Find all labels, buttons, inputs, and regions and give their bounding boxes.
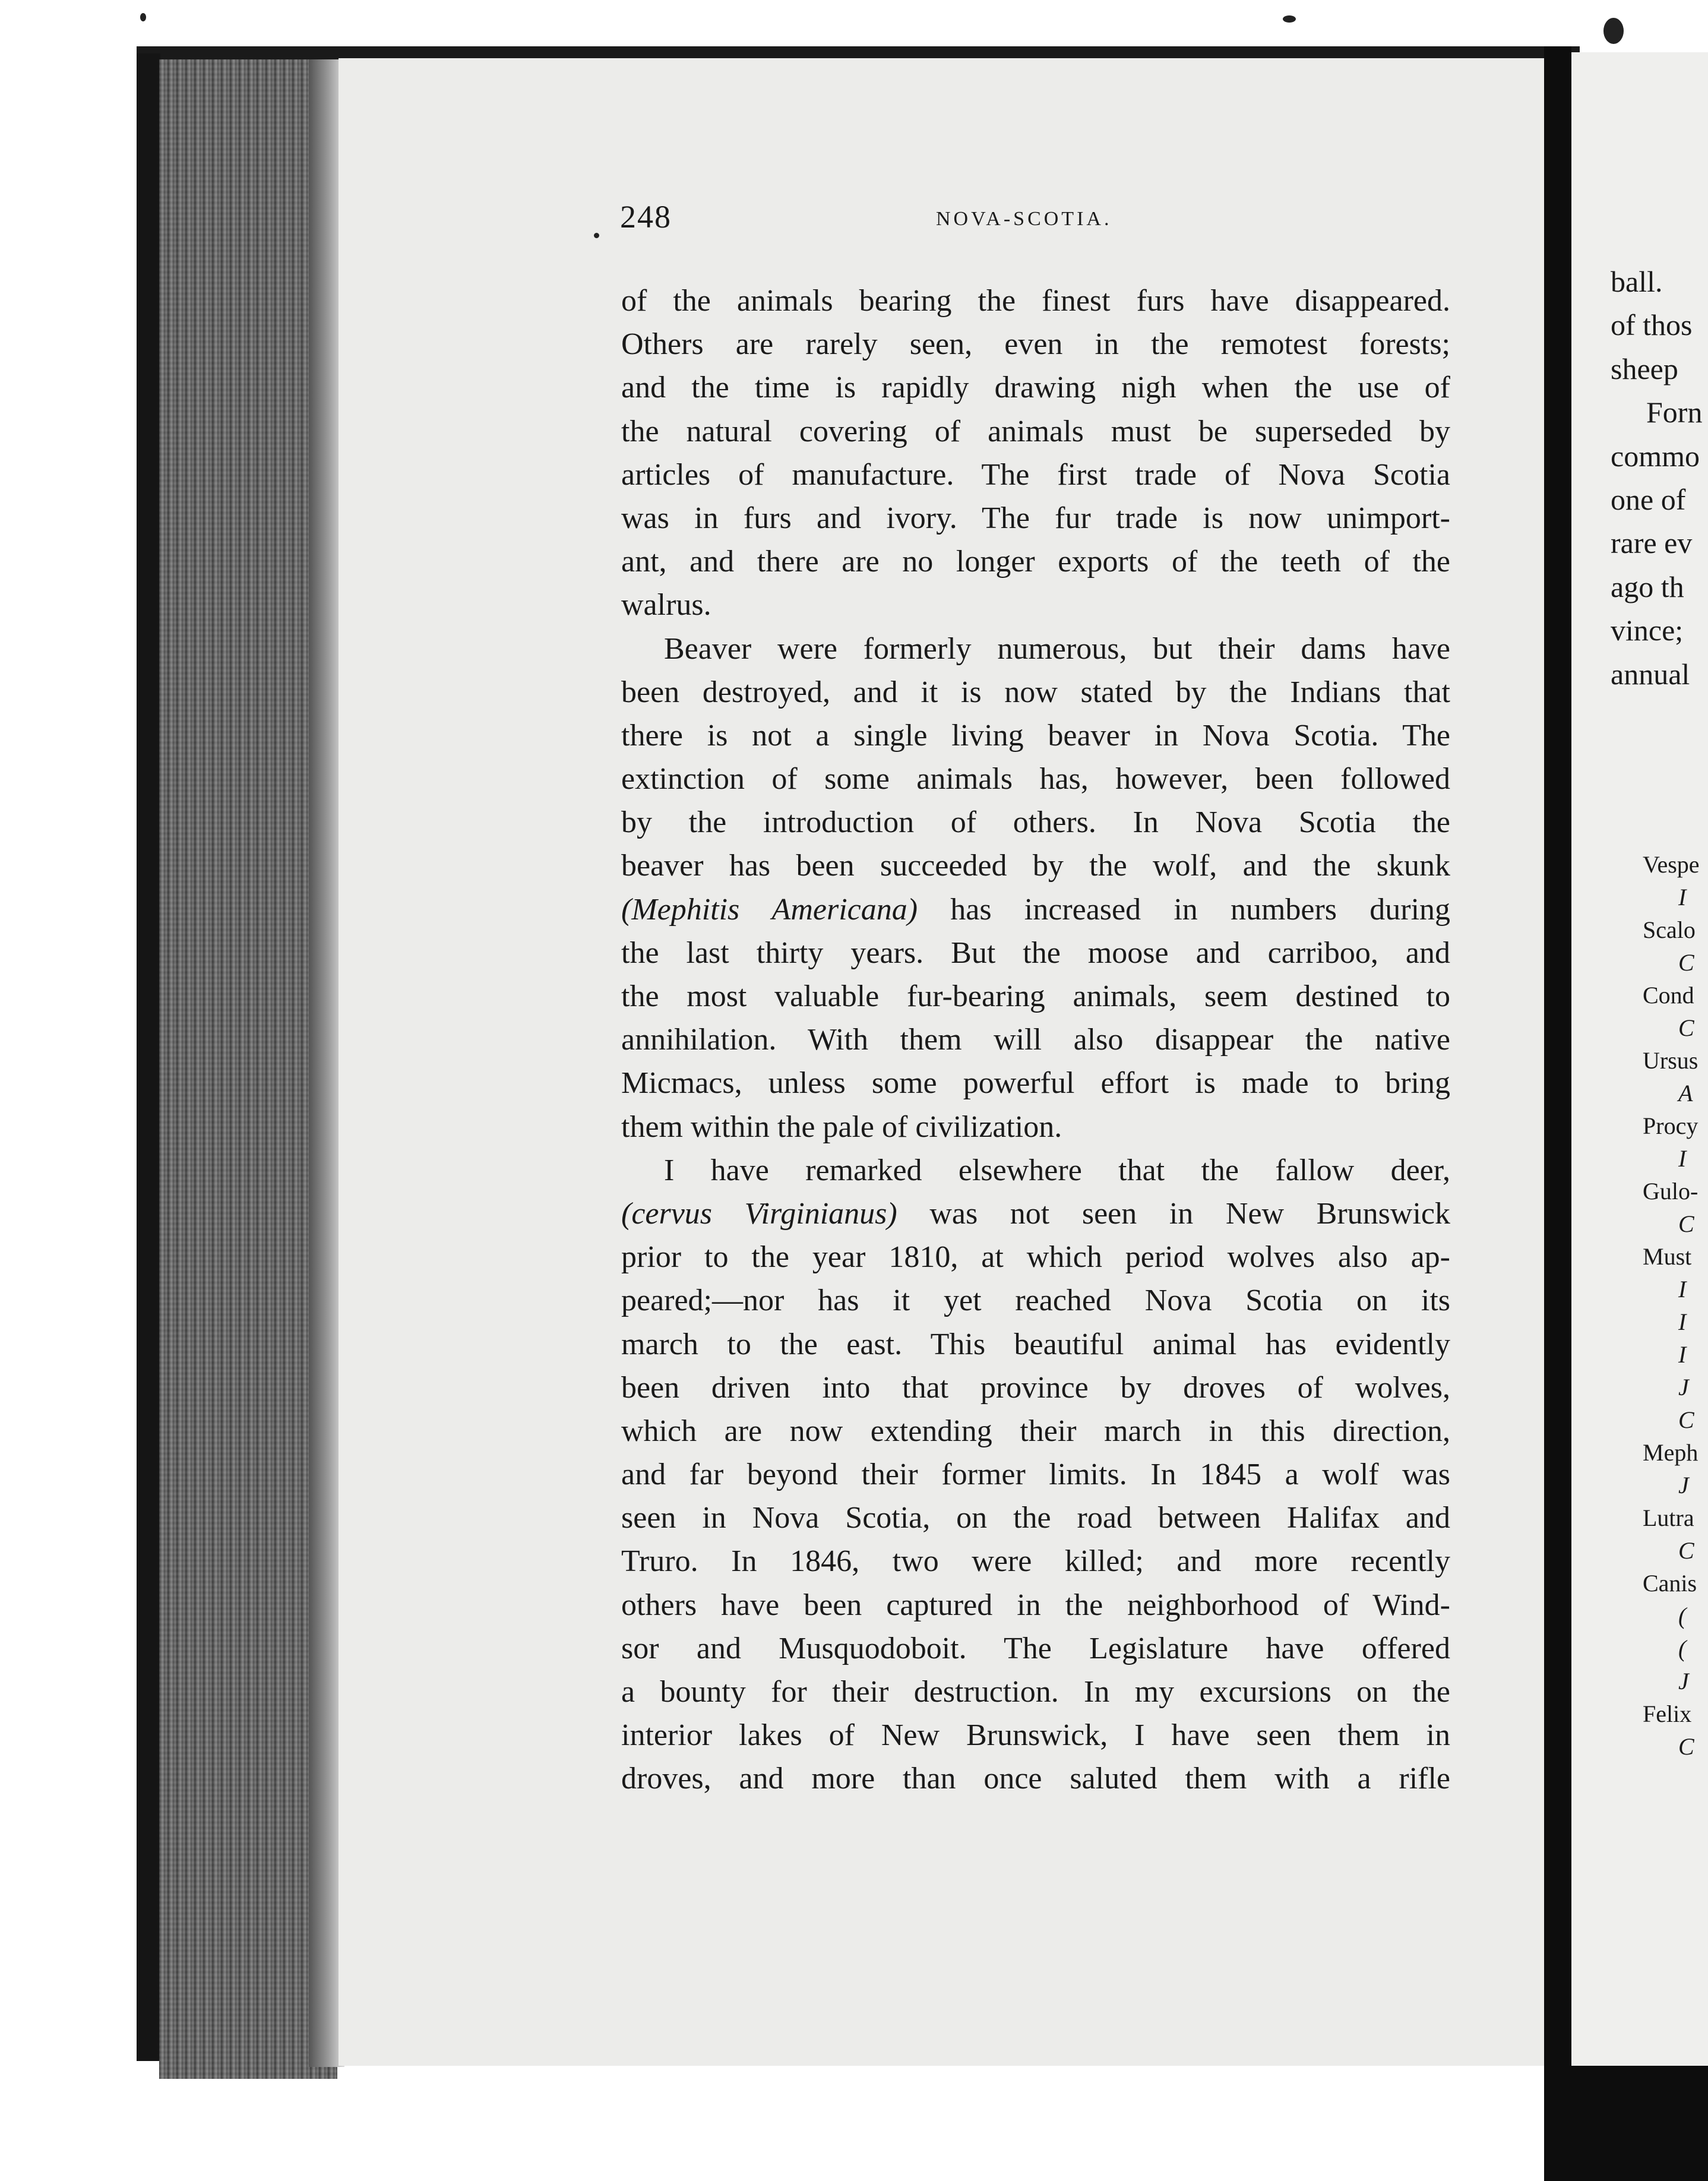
species-name: C [1678, 1733, 1694, 1760]
species-genus: Canis [1643, 1570, 1697, 1597]
facing-line: Forn [1646, 396, 1703, 429]
text-line: extinction of some animals has, however, been followed [621, 762, 1450, 796]
dust-speck [140, 13, 146, 21]
species-genus: Felix [1643, 1700, 1692, 1727]
species-name: I [1678, 1145, 1687, 1172]
text-line: and the time is rapidly drawing nigh when the use of [621, 371, 1450, 405]
italic-species-name: (Mephitis Americana) [621, 892, 918, 927]
text-line: which are now extending their march in this direction, [621, 1414, 1450, 1448]
facing-line: commo [1611, 439, 1700, 473]
text-line-rest: was not seen in New Brunswick [929, 1196, 1450, 1231]
species-name: J [1678, 1668, 1689, 1695]
species-name: I [1678, 884, 1687, 911]
text-line: by the introduction of others. In Nova Scotia the [621, 805, 1450, 840]
facing-line: ball. [1611, 265, 1663, 298]
text-line: march to the east. This beautiful animal has evidently [621, 1327, 1450, 1361]
text-line: Truro. In 1846, two were killed; and more recently [621, 1544, 1450, 1579]
text-line: a bounty for their destruction. In my excursions on the [621, 1675, 1450, 1709]
text-line: and far beyond their former limits. In 1845 a wolf was [621, 1458, 1450, 1492]
species-name: C [1678, 1210, 1694, 1237]
facing-page-text [1611, 260, 1708, 696]
body-text [621, 279, 1450, 1801]
species-name: C [1678, 1537, 1694, 1564]
species-genus: Ursus [1643, 1047, 1698, 1074]
book-cover-left-edge [137, 53, 160, 2061]
species-genus: Meph [1643, 1439, 1698, 1466]
facing-species-list [1643, 848, 1708, 1763]
text-line: the natural covering of animals must be superseded by [621, 414, 1450, 448]
text-line: Beaver were formerly numerous, but their dams have [664, 631, 1450, 666]
text-line: seen in Nova Scotia, on the road between Halifax and [621, 1501, 1450, 1535]
species-name: I [1678, 1276, 1687, 1303]
scan-corner-dark [1544, 2066, 1708, 2181]
species-name: J [1678, 1472, 1689, 1499]
text-line: there is not a single living beaver in Nova Scotia. The [621, 718, 1450, 753]
dust-speck [1603, 18, 1624, 44]
text-line: Micmacs, unless some powerful effort is made to bring [621, 1066, 1450, 1101]
text-line: walrus. [621, 588, 711, 622]
text-line: the most valuable fur-bearing animals, seem destined to [621, 979, 1450, 1013]
facing-line: of thos [1611, 308, 1693, 342]
text-line-with-italic [621, 888, 1450, 931]
text-line: droves, and more than once saluted them with a rifle [621, 1762, 1450, 1796]
text-line: articles of manufacture. The first trade of Nova Scotia [621, 457, 1450, 492]
species-name: A [1678, 1080, 1693, 1107]
text-line: was in furs and ivory. The fur trade is now unimport- [621, 501, 1450, 535]
species-name: ( [1678, 1635, 1687, 1662]
text-line: annihilation. With them will also disappear the native [621, 1023, 1450, 1057]
species-genus: Scalo [1643, 916, 1696, 943]
species-genus: Lutra [1643, 1504, 1694, 1531]
text-line: sor and Musquodoboit. The Legislature have offered [621, 1631, 1450, 1665]
facing-line: one of [1611, 482, 1686, 516]
book-spine-gap [1544, 46, 1571, 2181]
text-line: been driven into that province by droves of wolves, [621, 1370, 1450, 1405]
facing-line: vince; [1611, 614, 1684, 647]
species-genus: Cond [1643, 982, 1694, 1009]
text-line: beaver has been succeeded by the wolf, and the skunk [621, 849, 1450, 883]
text-line: the last thirty years. But the moose and carriboo, and [621, 935, 1450, 970]
text-line: of the animals bearing the finest furs have disappeared. [621, 284, 1450, 318]
page-number: 248 [620, 199, 672, 235]
text-line: I have remarked elsewhere that the fallow deer, [664, 1153, 1450, 1187]
species-name: C [1678, 949, 1694, 976]
text-line: been destroyed, and it is now stated by the Indians that [621, 675, 1450, 709]
text-line-with-italic [621, 1192, 1450, 1235]
running-title: NOVA-SCOTIA. [936, 208, 1112, 230]
text-line: Others are rarely seen, even in the remotest forests; [621, 327, 1450, 362]
facing-line: rare ev [1611, 526, 1693, 560]
species-name: J [1678, 1374, 1689, 1401]
species-genus: Gulo- [1643, 1178, 1698, 1205]
dust-speck [1283, 15, 1296, 23]
text-line: prior to the year 1810, at which period wolves also ap- [621, 1240, 1450, 1275]
facing-line: sheep [1611, 352, 1678, 385]
facing-line: annual [1611, 657, 1690, 691]
species-genus: Vespe [1643, 851, 1700, 878]
species-name: I [1678, 1308, 1687, 1335]
dust-speck [594, 233, 599, 238]
facing-line: ago th [1611, 570, 1684, 603]
species-genus: Must [1643, 1243, 1692, 1270]
species-name: C [1678, 1014, 1694, 1041]
species-name: ( [1678, 1602, 1687, 1629]
text-line: interior lakes of New Brunswick, I have seen them in [621, 1718, 1450, 1753]
text-line: ant, and there are no longer exports of the teeth of the [621, 545, 1450, 579]
species-name: I [1678, 1341, 1687, 1368]
text-line: peared;—nor has it yet reached Nova Scotia on its [621, 1284, 1450, 1318]
species-name: C [1678, 1406, 1694, 1433]
text-line-rest: has increased in numbers during [950, 892, 1450, 927]
text-line: others have been captured in the neighborhood of Wind- [621, 1588, 1450, 1622]
italic-species-name: (cervus Virginianus) [621, 1196, 897, 1231]
text-line: them within the pale of civilization. [621, 1110, 1062, 1144]
species-genus: Procy [1643, 1112, 1698, 1139]
